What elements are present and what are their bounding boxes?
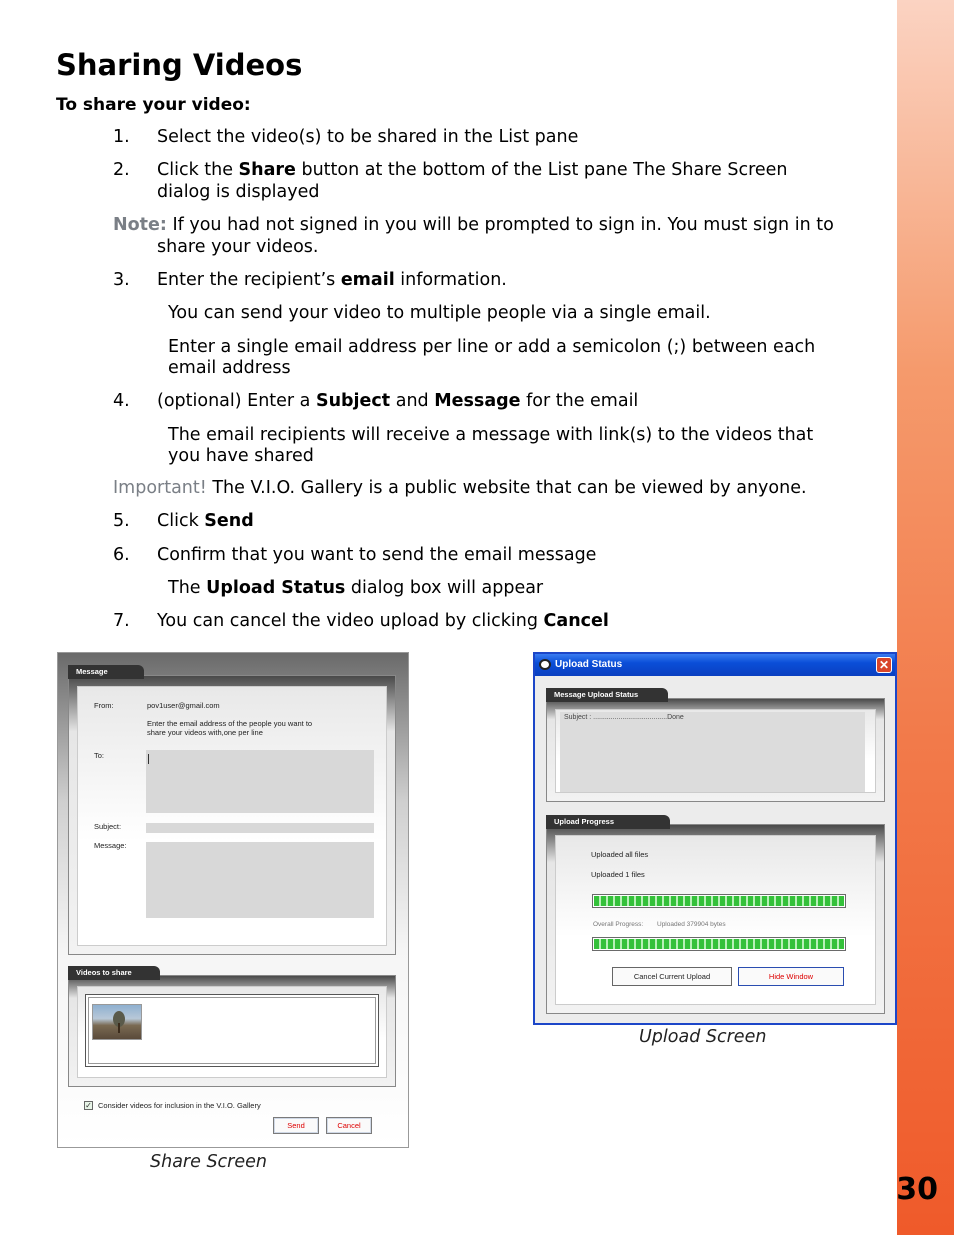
subject-input[interactable] bbox=[146, 823, 374, 833]
step-text: Click the Share button at the bottom of the List pane The Share Screen bbox=[157, 160, 788, 180]
step-detail-continued: you have shared bbox=[168, 446, 314, 466]
note-text-continued: share your videos. bbox=[157, 237, 319, 257]
from-label: From: bbox=[94, 701, 114, 710]
file-progress-fill bbox=[594, 896, 844, 906]
instructions-text-continued: share your videos with,one per line bbox=[147, 728, 263, 737]
step-text: (optional) Enter a Subject and Message for the email bbox=[157, 391, 639, 411]
step-number: 7. bbox=[113, 611, 130, 631]
step-text: You can cancel the video upload by clicking Cancel bbox=[157, 611, 609, 631]
message-label: Message: bbox=[94, 841, 127, 850]
eye-icon bbox=[539, 659, 551, 670]
note-text: Note: If you had not signed in you will be prompted to sign in. You must sign in to bbox=[113, 215, 834, 235]
subject-status-line: Subject : ......................................Done bbox=[564, 714, 684, 721]
step-detail: The email recipients will receive a message with link(s) to the videos that bbox=[168, 425, 814, 445]
step-detail-continued: email address bbox=[168, 358, 291, 378]
videos-list[interactable] bbox=[85, 994, 379, 1067]
message-tab: Message bbox=[68, 665, 144, 679]
step-number: 1. bbox=[113, 127, 130, 147]
status-log bbox=[560, 712, 865, 792]
text-cursor bbox=[148, 754, 149, 764]
close-icon[interactable]: ✕ bbox=[876, 657, 892, 673]
upload-progress-tab: Upload Progress bbox=[546, 815, 670, 829]
overall-progress-label: Overall Progress: bbox=[593, 921, 644, 928]
step-detail: You can send your video to multiple people via a single email. bbox=[168, 303, 711, 323]
uploaded-all-text: Uploaded all files bbox=[591, 850, 649, 859]
step-text: Click Send bbox=[157, 511, 254, 531]
step-text: Confirm that you want to send the email message bbox=[157, 545, 597, 565]
orange-sidebar bbox=[897, 0, 954, 1235]
important-text: Important! The V.I.O. Gallery is a public website that can be viewed by anyone. bbox=[113, 478, 807, 498]
share-screen-screenshot bbox=[57, 652, 409, 1148]
message-upload-status-tab: Message Upload Status bbox=[546, 688, 668, 702]
step-number: 4. bbox=[113, 391, 130, 411]
step-number: 3. bbox=[113, 270, 130, 290]
video-thumbnail[interactable] bbox=[92, 1004, 142, 1040]
uploaded-count-text: Uploaded 1 files bbox=[591, 870, 645, 879]
overall-progress-value: Uploaded 379904 bytes bbox=[657, 921, 726, 928]
step-detail: Enter a single email address per line or add a semicolon (;) between each bbox=[168, 337, 816, 357]
window-title: Upload Status bbox=[555, 659, 623, 670]
file-progress-bar bbox=[592, 894, 846, 908]
cancel-button[interactable]: Cancel bbox=[326, 1117, 372, 1134]
message-input[interactable] bbox=[146, 842, 374, 918]
videos-tab: Videos to share bbox=[68, 966, 160, 980]
instructions-text: Enter the email address of the people you want to bbox=[147, 719, 313, 728]
gallery-checkbox-label: Consider videos for inclusion in the V.I.O. Gallery bbox=[98, 1101, 261, 1110]
send-button[interactable]: Send bbox=[273, 1117, 319, 1134]
step-text-continued: dialog is displayed bbox=[157, 182, 320, 202]
overall-progress-bar bbox=[592, 937, 846, 951]
step-text: Select the video(s) to be shared in the List pane bbox=[157, 127, 579, 147]
to-input[interactable] bbox=[146, 750, 374, 813]
window-titlebar bbox=[535, 654, 895, 676]
step-number: 6. bbox=[113, 545, 130, 565]
gallery-checkbox[interactable]: ✓ bbox=[85, 1101, 92, 1110]
step-text: Enter the recipient’s email information. bbox=[157, 270, 507, 290]
section-subhead: To share your video: bbox=[56, 95, 251, 115]
page-title: Sharing Videos bbox=[56, 48, 303, 82]
to-label: To: bbox=[94, 751, 105, 760]
step-detail: The Upload Status dialog box will appear bbox=[168, 578, 544, 598]
cancel-upload-button[interactable]: Cancel Current Upload bbox=[612, 967, 732, 986]
subject-label: Subject: bbox=[94, 822, 122, 831]
hide-window-button[interactable]: Hide Window bbox=[738, 967, 844, 986]
page-number: 30 bbox=[896, 1172, 938, 1207]
upload-status-window bbox=[533, 652, 897, 1025]
step-number: 2. bbox=[113, 160, 130, 180]
from-value: pov1user@gmail.com bbox=[147, 701, 220, 710]
overall-progress-fill bbox=[594, 939, 844, 949]
upload-screen-caption: Upload Screen bbox=[639, 1027, 767, 1047]
share-screen-caption: Share Screen bbox=[150, 1152, 267, 1172]
step-number: 5. bbox=[113, 511, 130, 531]
